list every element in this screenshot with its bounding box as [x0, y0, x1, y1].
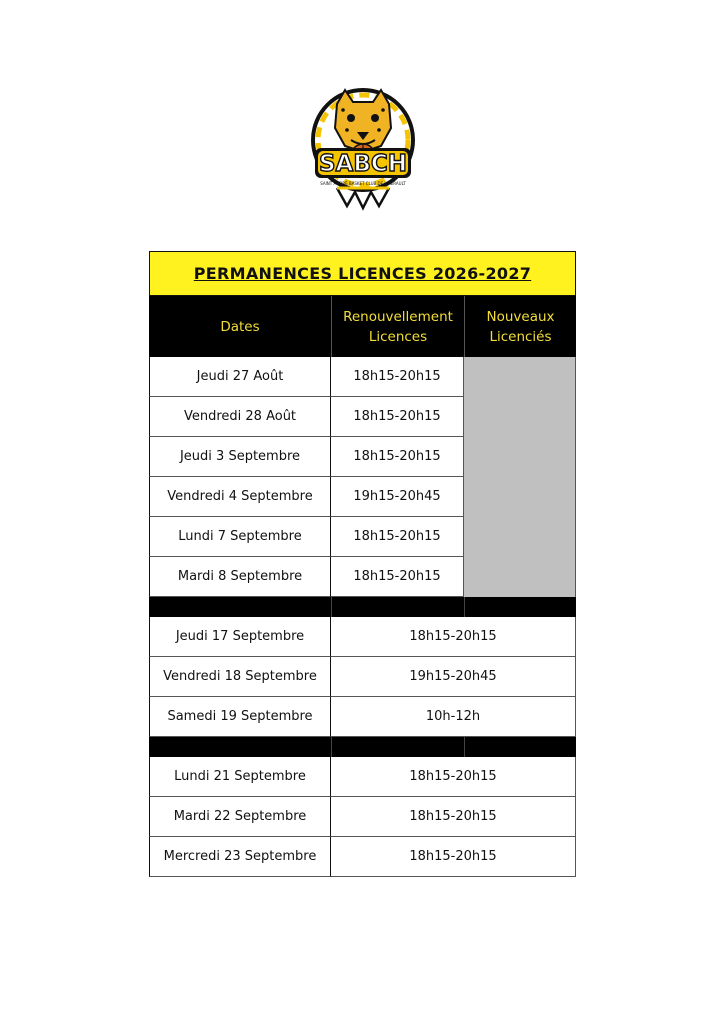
date-cell: Jeudi 17 Septembre	[149, 617, 331, 657]
table-row	[149, 517, 576, 557]
table-row	[149, 617, 576, 657]
date-cell: Mardi 8 Septembre	[149, 557, 331, 597]
renouvellement-cell: 18h15-20h15	[331, 557, 464, 597]
renouvellement-cell: 18h15-20h15	[331, 397, 464, 437]
table-row	[149, 557, 576, 597]
date-cell: Mercredi 23 Septembre	[149, 837, 331, 877]
separator-row	[149, 597, 576, 617]
table-row	[149, 357, 576, 397]
table-row	[149, 697, 576, 737]
table-title-row	[149, 251, 576, 296]
horaire-cell: 10h-12h	[331, 697, 576, 737]
separator-cell	[149, 597, 331, 617]
table-row	[149, 657, 576, 697]
club-logo	[307, 84, 419, 214]
horaire-cell: 18h15-20h15	[331, 797, 576, 837]
header-renouvellement	[331, 296, 464, 357]
renouvellement-cell: 18h15-20h15	[331, 517, 464, 557]
header-nouveaux-text: Nouveaux Licenciés	[486, 308, 555, 345]
separator-row	[149, 737, 576, 757]
table-group-1	[149, 357, 576, 597]
horaire-cell: 18h15-20h15	[331, 617, 576, 657]
permanences-table	[149, 251, 576, 877]
renouvellement-cell: 18h15-20h15	[331, 357, 464, 397]
horaire-cell: 19h15-20h45	[331, 657, 576, 697]
date-cell: Lundi 7 Septembre	[149, 517, 331, 557]
svg-text:SAINT ANDRÉ BASKET CLUB DE L'H: SAINT ANDRÉ BASKET CLUB DE L'HÉRAULT	[320, 181, 406, 186]
table-row	[149, 797, 576, 837]
table-row	[149, 397, 576, 437]
date-cell: Vendredi 18 Septembre	[149, 657, 331, 697]
separator-cell	[331, 737, 464, 757]
date-cell: Lundi 21 Septembre	[149, 757, 331, 797]
date-cell: Vendredi 28 Août	[149, 397, 331, 437]
header-nouveaux	[464, 296, 576, 357]
svg-text:SABCH: SABCH	[318, 151, 408, 177]
date-cell: Jeudi 27 Août	[149, 357, 331, 397]
date-cell: Mardi 22 Septembre	[149, 797, 331, 837]
table-title: PERMANENCES LICENCES 2026-2027	[193, 264, 532, 283]
table-row	[149, 757, 576, 797]
table-header-row	[149, 296, 576, 357]
date-cell: Samedi 19 Septembre	[149, 697, 331, 737]
table-row	[149, 477, 576, 517]
date-cell: Vendredi 4 Septembre	[149, 477, 331, 517]
header-renouvellement-text: Renouvellement Licences	[343, 308, 453, 345]
separator-cell	[464, 597, 576, 617]
horaire-cell: 18h15-20h15	[331, 757, 576, 797]
separator-cell	[331, 597, 464, 617]
header-dates: Dates	[220, 318, 260, 335]
separator-cell	[464, 737, 576, 757]
horaire-cell: 18h15-20h15	[331, 837, 576, 877]
separator-cell	[149, 737, 331, 757]
date-cell: Jeudi 3 Septembre	[149, 437, 331, 477]
renouvellement-cell: 18h15-20h15	[331, 437, 464, 477]
renouvellement-cell: 19h15-20h45	[331, 477, 464, 517]
table-row	[149, 837, 576, 877]
table-row	[149, 437, 576, 477]
